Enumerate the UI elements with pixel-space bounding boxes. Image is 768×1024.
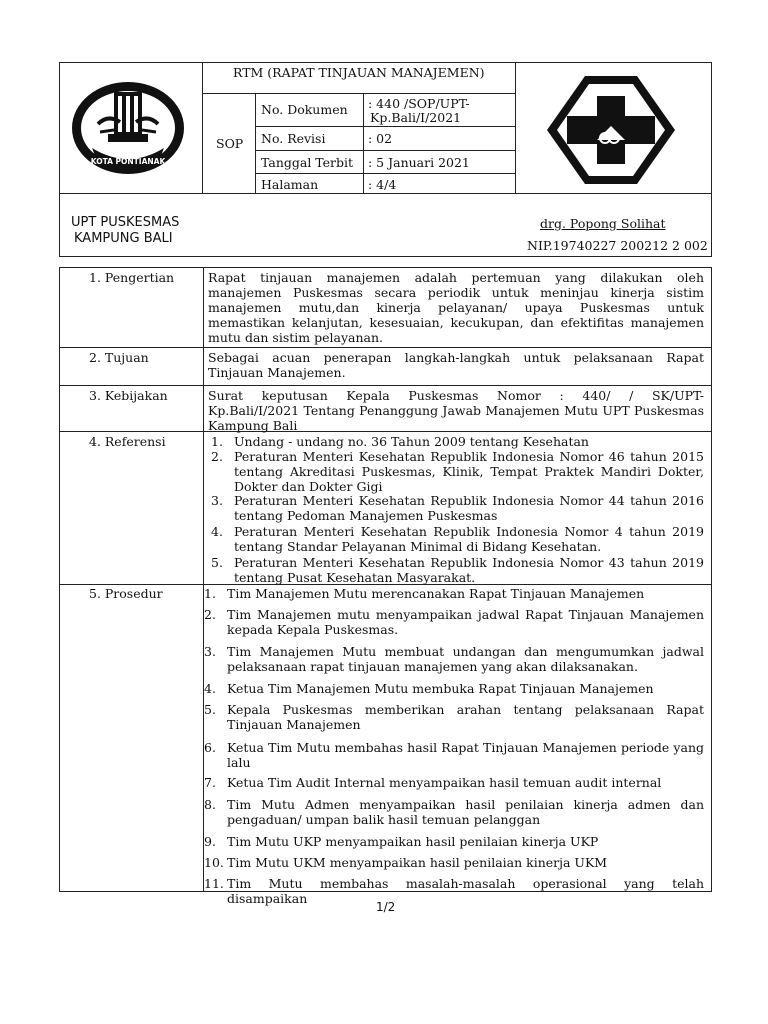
tanggal-terbit-label: Tanggal Terbit: [261, 155, 354, 170]
prosedur-item: Tim Mutu UKM menyampaikan hasil penilaian kinerja UKM: [227, 855, 608, 870]
prosedur-num: 7.: [204, 775, 216, 790]
prosedur-item: Ketua Tim Manajemen Mutu membuka Rapat Tinjauan Manajemen: [227, 681, 654, 696]
emblem-caption: KOTA PONTIANAK: [90, 157, 166, 166]
referensi-item: Peraturan Menteri Kesehatan Republik Indonesia Nomor 44 tahun 2016 tentang Pedoman Manajemen Puskesmas: [234, 493, 704, 523]
section-pengertian-label: 1. Pengertian: [89, 270, 175, 285]
prosedur-num: 8.: [204, 797, 216, 812]
section-kebijakan-label: 3. Kebijakan: [89, 388, 168, 403]
no-dokumen-value-line2: Kp.Bali/I/2021: [370, 110, 462, 125]
prosedur-num: 11.: [204, 876, 224, 891]
referensi-num: 4.: [211, 524, 223, 539]
section-pengertian-text: Rapat tinjauan manajemen adalah pertemuan yang dilakukan oleh manajemen Puskesmas secara periodik untuk meninjau kinerja sistim manajemen mutu,dan kinerja pelayanan/ upaya Puskesmas untuk memastikan kelanjutan, kesesuaian, kecukupan, dan efektifitas manajemen mutu dan sistim pelayanan.: [208, 270, 704, 345]
tanggal-terbit-value: : 5 Januari 2021: [368, 155, 470, 170]
prosedur-item: Tim Mutu membahas masalah-masalah operasional yang telah disampaikan: [227, 876, 704, 906]
prosedur-item: Ketua Tim Mutu membahas hasil Rapat Tinjauan Manajemen periode yang lalu: [227, 740, 704, 770]
prosedur-item: Tim Manajemen Mutu membuat undangan dan mengumumkan jadwal pelaksanaan rapat tinjauan manajemen yang akan dilaksanakan.: [227, 644, 704, 674]
prosedur-item: Tim Mutu UKP menyampaikan hasil penilaian kinerja UKP: [227, 834, 599, 849]
no-dokumen-label: No. Dokumen: [261, 102, 348, 117]
halaman-value: : 4/4: [368, 177, 397, 192]
org-name-line1: UPT PUSKESMAS: [71, 215, 180, 230]
referensi-item: Peraturan Menteri Kesehatan Republik Indonesia Nomor 46 tahun 2015 tentang Akreditasi Puskesmas, Klinik, Tempat Praktek Mandiri Dokter, Dokter dan Dokter Gigi: [234, 449, 704, 494]
referensi-num: 3.: [211, 493, 223, 508]
document-title: RTM (RAPAT TINJAUAN MANAJEMEN): [233, 65, 485, 80]
prosedur-num: 2.: [204, 607, 216, 622]
puskesmas-logo: [545, 74, 677, 186]
section-kebijakan-line1: Surat keputusan Kepala Puskesmas Nomor : 440/ / SK/UPT-: [208, 388, 704, 403]
prosedur-item: Tim Mutu Admen menyampaikan hasil penilaian kinerja admen dan pengaduan/ umpan balik hasil temuan pelanggan: [227, 797, 704, 827]
prosedur-item: Ketua Tim Audit Internal menyampaikan hasil temuan audit internal: [227, 775, 662, 790]
signer-name: drg. Popong Solihat: [540, 216, 666, 231]
no-revisi-value: : 02: [368, 131, 393, 146]
referensi-item: Peraturan Menteri Kesehatan Republik Indonesia Nomor 4 tahun 2019 tentang Standar Pelayanan Minimal di Bidang Kesehatan.: [234, 524, 704, 554]
page-number: 1/2: [376, 900, 396, 914]
prosedur-num: 10.: [204, 855, 224, 870]
prosedur-item: Kepala Puskesmas memberikan arahan tentang pelaksanaan Rapat Tinjauan Manajemen: [227, 702, 704, 732]
section-tujuan-text: Sebagai acuan penerapan langkah-langkah untuk pelaksanaan Rapat Tinjauan Manajemen.: [208, 350, 704, 380]
section-prosedur-label: 5. Prosedur: [89, 586, 163, 601]
no-dokumen-value-line1: : 440 /SOP/UPT-: [368, 96, 470, 111]
prosedur-item: Tim Manajemen Mutu merencanakan Rapat Tinjauan Manajemen: [227, 586, 645, 601]
prosedur-num: 4.: [204, 681, 216, 696]
referensi-num: 1.: [211, 434, 223, 449]
referensi-item: Peraturan Menteri Kesehatan Republik Indonesia Nomor 43 tahun 2019 tentang Pusat Kesehatan Masyarakat.: [234, 555, 704, 585]
section-referensi-label: 4. Referensi: [89, 434, 166, 449]
prosedur-num: 6.: [204, 740, 216, 755]
org-name-line2: KAMPUNG BALI: [74, 231, 173, 246]
referensi-num: 5.: [211, 555, 223, 570]
prosedur-num: 1.: [204, 586, 216, 601]
referensi-num: 2.: [211, 449, 223, 464]
referensi-item: Undang - undang no. 36 Tahun 2009 tentang Kesehatan: [234, 434, 589, 449]
halaman-label: Halaman: [261, 177, 319, 192]
section-kebijakan-text: Kp.Bali/I/2021 Tentang Penanggung Jawab Manajemen Mutu UPT Puskesmas Kampung Bali: [208, 403, 704, 433]
kota-pontianak-emblem: [68, 78, 188, 178]
prosedur-num: 5.: [204, 702, 216, 717]
prosedur-num: 3.: [204, 644, 216, 659]
signer-nip: NIP.19740227 200212 2 002: [527, 238, 708, 253]
prosedur-num: 9.: [204, 834, 216, 849]
section-tujuan-label: 2. Tujuan: [89, 350, 149, 365]
prosedur-item: Tim Manajemen mutu menyampaikan jadwal Rapat Tinjauan Manajemen kepada Kepala Puskesmas.: [227, 607, 704, 637]
sop-label: SOP: [216, 136, 244, 151]
no-revisi-label: No. Revisi: [261, 131, 326, 146]
